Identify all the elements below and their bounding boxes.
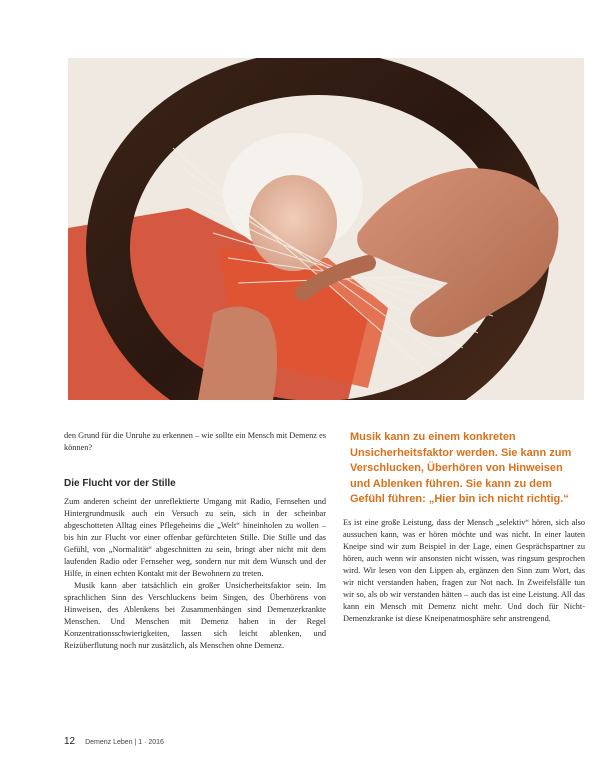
right-column: [343, 517, 585, 625]
photo-illustration: [68, 58, 584, 400]
body-paragraph-1: Zum anderen scheint der unreflektierte Umgang mit Radio, Fernsehen und Hintergrundmusik auch ein Versuch zu sein, sich in der scheinbar abgeschotteten Alltag eines Pflegeheims die „Welt“ hineinholen zu wollen – bis hin zur Flucht vor einer offenbar gefürchteten Stille. Die Stille und das Gefühl, von „Normalität“ abgeschnitten zu sein, bringt aber nicht mit dem laufenden Radio oder Fernseher weg, sondern nur mit dem Wunsch und der Hilfe, in einen echten Kontakt mit der Bewohnern zu treten.: [64, 497, 326, 578]
left-column: [64, 496, 326, 652]
intro-text: [64, 430, 326, 454]
body-paragraph-2: Musik kann aber tatsächlich ein großer Unsicherheitsfaktor sein. Im sprachlichen Sinn des Verschluckens beim Singen, des Überhörens von Hinweisen, des Ablenkens bei Zusammenhängen sind Demenzerkrankte Menschen. Und Menschen mit Demenz haben in der Regel Konzentrationsschwierigkeiten, lassen sich leicht ablenken, und Reizüberflutung noch nur zusätzlich, als Menschen ohne Demenz.: [64, 581, 326, 650]
body-paragraph-3: Es ist eine große Leistung, dass der Mensch „selektiv“ hören, sich also aussuchen kann, was er hören möchte und was nicht. In einer lauten Kneipe sind wir zum Beispiel in der Lage, einen Gesprächspartner zu hören, auch wenn wir ansonsten nicht wissen, was ringsum gesprochen wird. Wir lesen von den Lippen ab, ergänzen den Sinn zum Wort, das wir nicht verstanden haben, fragen zur Not nach. In Zweifelsfälle tun wir so, als ob wir verstanden hätten – auch das ist eine Leistung. All das kann ein Mensch mit Demenz nicht mehr. Und doch für Nicht-Demenzkranke ist diese Kneipenatmosphäre sehr anstrengend.: [343, 518, 585, 623]
intro-paragraph: den Grund für die Unruhe zu erkennen – wie sollte ein Mensch mit Demenz es können?: [64, 431, 326, 452]
page-footer: [64, 736, 164, 747]
pull-quote-text: Musik kann zu einem konkreten Unsicherheitsfaktor werden. Sie kann zum Verschlucken, Überhören von Hinweisen und Ablenken führen. Sie kann zu dem Gefühl führen: „Hier bin ich nicht richtig.“: [350, 431, 572, 505]
pull-quote: [350, 430, 582, 508]
page-number: 12: [64, 736, 76, 747]
publication-label: Demenz Leben | 1 · 2016: [85, 739, 164, 746]
harp-photo: [68, 58, 584, 400]
section-heading: Die Flucht vor der Stille: [64, 478, 176, 489]
